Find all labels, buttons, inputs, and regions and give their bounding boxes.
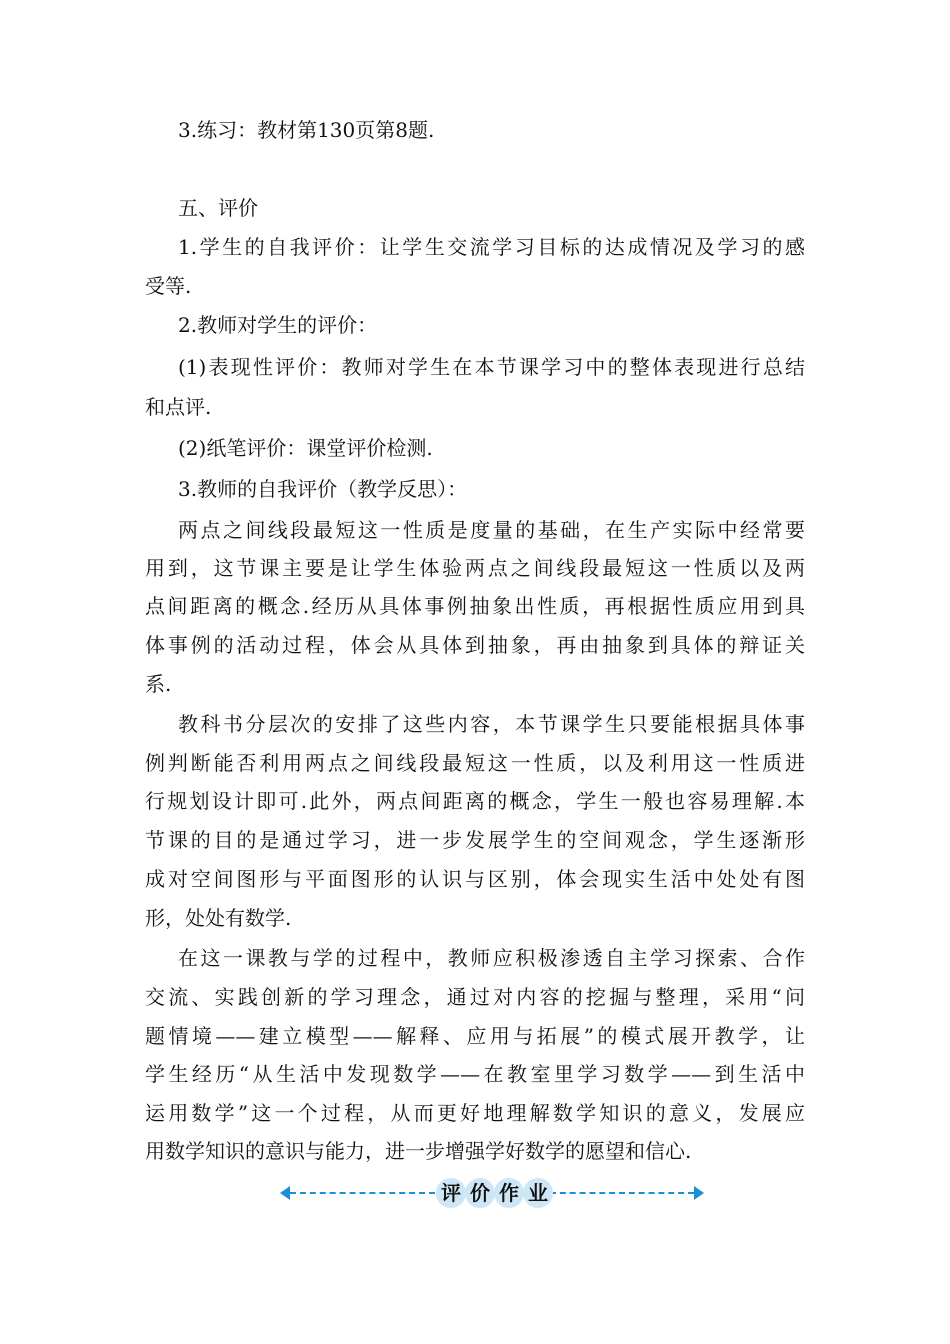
text-line: 在这一课教与学的过程中，教师应积极渗透自主学习探索、合作 <box>178 946 805 970</box>
text-line: 点间距离的概念.经历从具体事例抽象出性质，再根据性质应用到具 <box>145 594 805 618</box>
text-line: 形，处处有数学. <box>145 906 292 930</box>
text-line: 系. <box>145 672 172 696</box>
text-line: 两点之间线段最短这一性质是度量的基础，在生产实际中经常要 <box>178 518 805 542</box>
section-banner-evaluation-homework <box>280 1178 704 1208</box>
arrow-right-icon <box>694 1186 704 1200</box>
dashed-line <box>290 1192 435 1194</box>
text-line: 题情境——建立模型——解释、应用与拓展”的模式展开教学，让 <box>145 1024 805 1048</box>
dashed-line <box>550 1192 694 1194</box>
text-line: 用到，这节课主要是让学生体验两点之间线段最短这一性质以及两 <box>145 556 805 580</box>
arrow-left-icon <box>280 1186 290 1200</box>
text-line: (1)表现性评价：教师对学生在本节课学习中的整体表现进行总结 <box>178 355 805 379</box>
text-line: 和点评. <box>145 395 212 419</box>
text-line: 成对空间图形与平面图形的认识与区别，体会现实生活中处处有图 <box>145 867 805 891</box>
text-line: 3.练习：教材第130页第8题. <box>178 118 435 142</box>
text-line: 体事例的活动过程，体会从具体到抽象，再由抽象到具体的辩证关 <box>145 633 805 657</box>
text-line: 受等. <box>145 274 192 298</box>
text-line: 节课的目的是通过学习，进一步发展学生的空间观念，学生逐渐形 <box>145 828 805 852</box>
banner-char: 价 <box>465 1178 495 1208</box>
text-line: 例判断能否利用两点之间线段最短这一性质，以及利用这一性质进 <box>145 751 805 775</box>
section-heading: 五、评价 <box>178 196 258 220</box>
text-line: 2.教师对学生的评价： <box>178 313 378 337</box>
text-line: 1.学生的自我评价：让学生交流学习目标的达成情况及学习的感 <box>178 235 805 259</box>
text-line: 交流、实践创新的学习理念，通过对内容的挖掘与整理，采用“问 <box>145 985 805 1009</box>
text-line: (2)纸笔评价：课堂评价检测. <box>178 436 433 460</box>
text-line: 教科书分层次的安排了这些内容，本节课学生只要能根据具体事 <box>178 712 805 736</box>
banner-char: 作 <box>494 1178 524 1208</box>
text-line: 学生经历“从生活中发现数学——在教室里学习数学——到生活中 <box>145 1062 805 1086</box>
text-line: 用数学知识的意识与能力，进一步增强学好数学的愿望和信心. <box>145 1139 692 1163</box>
text-line: 3.教师的自我评价（教学反思）： <box>178 477 468 501</box>
text-line: 运用数学”这一个过程，从而更好地理解数学知识的意义，发展应 <box>145 1101 805 1125</box>
banner-char: 评 <box>436 1178 466 1208</box>
banner-char: 业 <box>523 1178 553 1208</box>
text-line: 行规划设计即可.此外，两点间距离的概念，学生一般也容易理解.本 <box>145 789 805 813</box>
